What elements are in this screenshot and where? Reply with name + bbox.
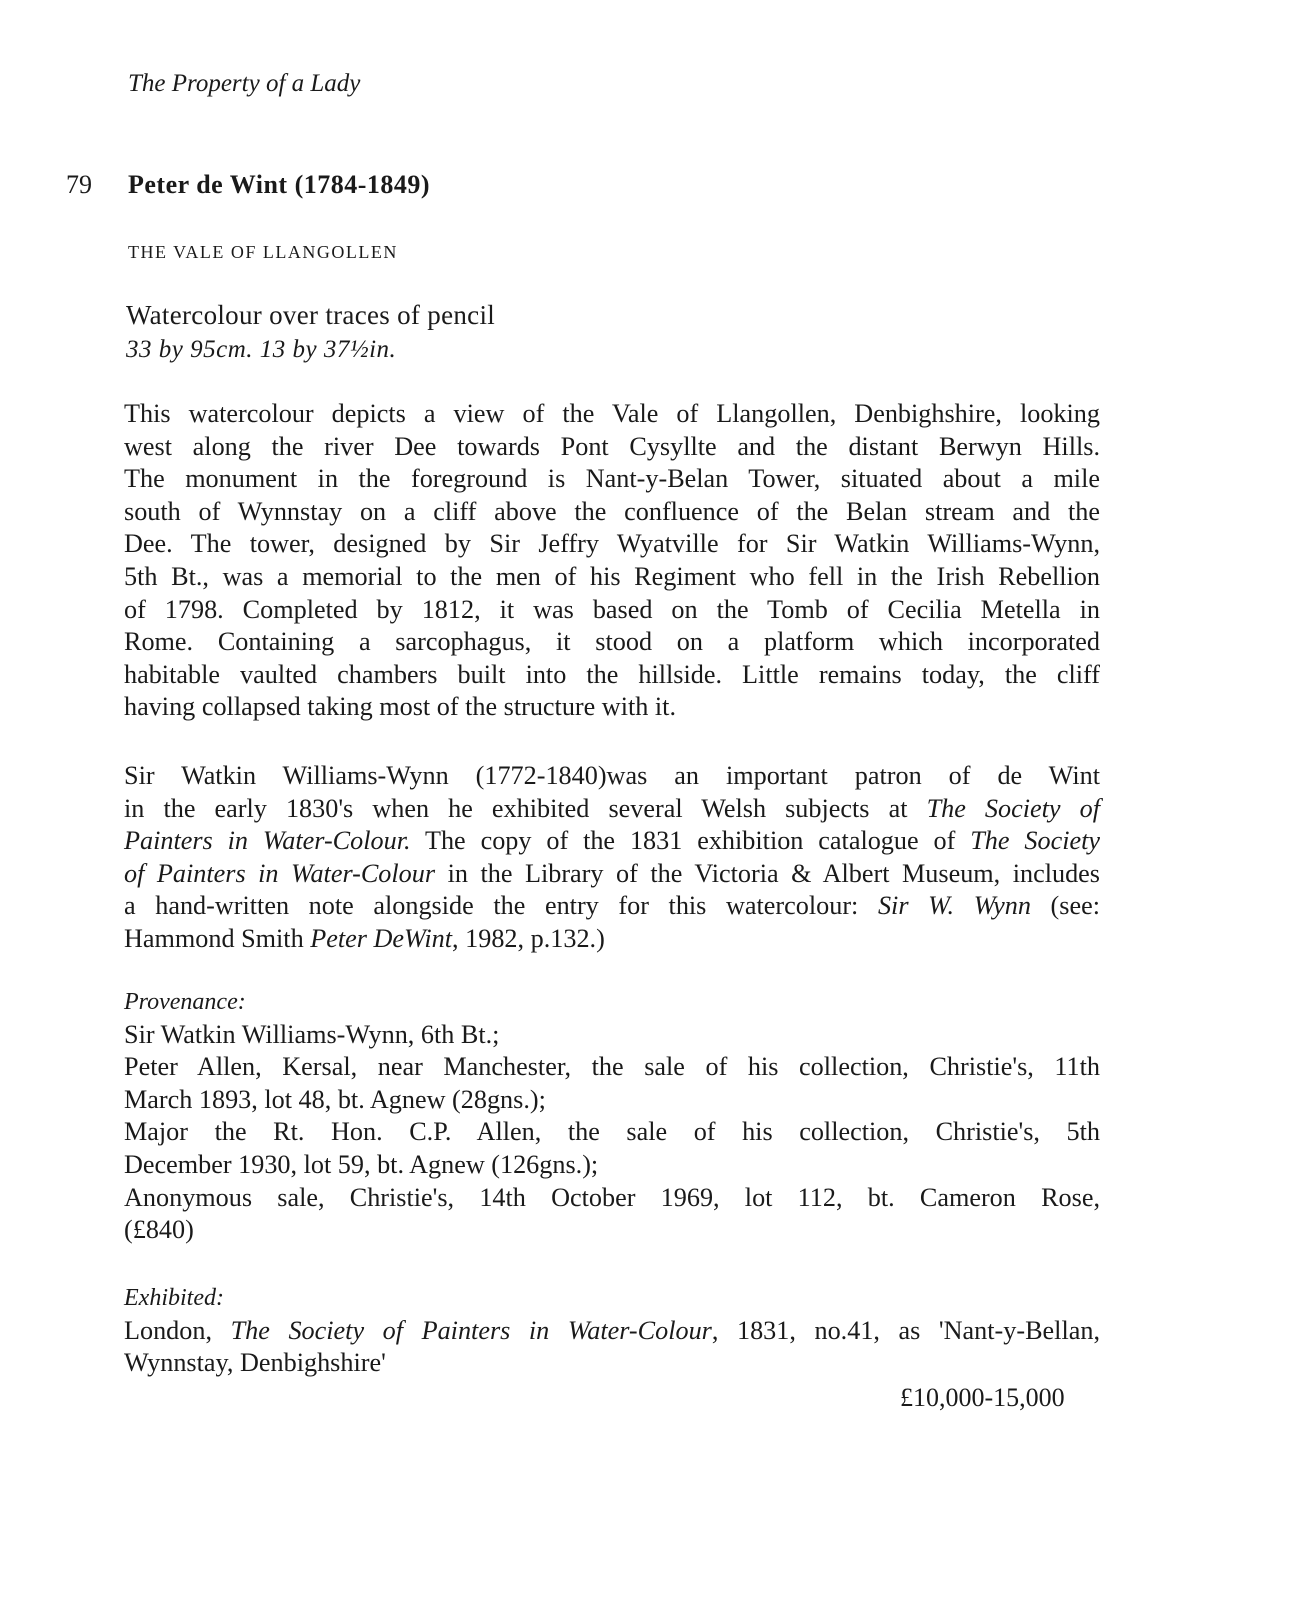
provenance-section [124,986,1100,1247]
description-paragraph-1 [124,398,1100,724]
provenance-line: Sir Watkin Williams-Wynn, 6th Bt.; [124,1019,500,1049]
provenance-line: Peter Allen, Kersal, near Manchester, the sale of his collection, Christie's, 11th [124,1052,1100,1082]
text-line: Sir Watkin Williams-Wynn (1772-1840)was an important patron of de Wint [124,761,1100,790]
italic-title: Peter DeWint [310,923,453,953]
provenance-line: Anonymous sale, Christie's, 14th October 1969, lot 112, bt. Cameron Rose, [124,1182,1100,1212]
provenance-line: Major the Rt. Hon. C.P. Allen, the sale of his collection, Christie's, 5th [124,1117,1100,1147]
text-line: Dee. The tower, designed by Sir Jeffry Wyatville for Sir Watkin Williams-Wynn, [124,529,1100,559]
artwork-title: THE VALE OF LLANGOLLEN [128,242,398,262]
text-line [124,890,1100,923]
description-paragraph-2 [124,760,1100,956]
artwork-medium: Watercolour over traces of pencil [126,300,496,330]
italic-title: The Society of Painters in Water-Colour [230,1315,712,1345]
text-line: habitable vaulted chambers built into the hillside. Little remains today, the cliff [124,659,1100,689]
text-line: 5th Bt., was a memorial to the men of his Regiment who fell in the Irish Rebellion [124,561,1100,591]
text-segment: The copy of the 1831 exhibition catalogue of [410,826,971,856]
italic-title: of Painters in Water-Colour [124,858,436,888]
text-segment: in the early 1830's when he exhibited several Welsh subjects at [124,793,927,823]
text-line: of 1798. Completed by 1812, it was based on the Tomb of Cecilia Metella in [124,594,1100,624]
italic-title: The Society [970,826,1100,856]
text-line [124,825,1100,858]
text-line: Rome. Containing a sarcophagus, it stood on a platform which incorporated [124,627,1100,657]
text-line: having collapsed taking most of the structure with it. [124,692,677,722]
text-segment: , 1982, p.132.) [452,923,605,953]
italic-title: Sir W. Wynn [877,891,1031,921]
text-line: This watercolour depicts a view of the Vale of Llangollen, Denbighshire, looking [124,399,1100,428]
text-line: south of Wynnstay on a cliff above the confluence of the Belan stream and the [124,496,1100,526]
italic-title: Painters in Water-Colour. [124,826,411,856]
provenance-label: Provenance: [124,989,246,1015]
text-line [124,923,1100,956]
artwork-dimensions: 33 by 95cm. 13 by 37½in. [126,336,397,363]
artist-name: Peter de Wint (1784-1849) [128,170,431,199]
text-segment: (see: [1030,891,1100,921]
text-line: The monument in the foreground is Nant-y-Belan Tower, situated about a mile [124,464,1100,494]
lot-number: 79 [66,170,92,199]
text-line [124,858,1100,891]
text-segment: , 1831, no.41, as 'Nant-y-Bellan, [711,1315,1100,1345]
exhibited-label: Exhibited: [124,1285,224,1311]
property-heading: The Property of a Lady [128,70,361,97]
provenance-line: (£840) [124,1215,194,1245]
exhibited-line [124,1315,1100,1348]
provenance-line: December 1930, lot 59, bt. Agnew (126gns.); [124,1149,599,1179]
price-estimate: £10,000-15,000 [900,1383,1065,1412]
text-segment: London, [124,1315,231,1345]
text-segment: in the Library of the Victoria & Albert Museum, includes [435,858,1100,888]
provenance-line: March 1893, lot 48, bt. Agnew (28gns.); [124,1084,546,1114]
text-segment: a hand-written note alongside the entry for this watercolour: [124,891,878,921]
text-line [124,793,1100,826]
text-line: west along the river Dee towards Pont Cysyllte and the distant Berwyn Hills. [124,431,1100,461]
italic-title: The Society of [926,793,1100,823]
text-segment: Hammond Smith [124,923,311,953]
exhibited-line: Wynnstay, Denbighshire' [124,1348,386,1378]
exhibited-section [124,1282,1100,1380]
